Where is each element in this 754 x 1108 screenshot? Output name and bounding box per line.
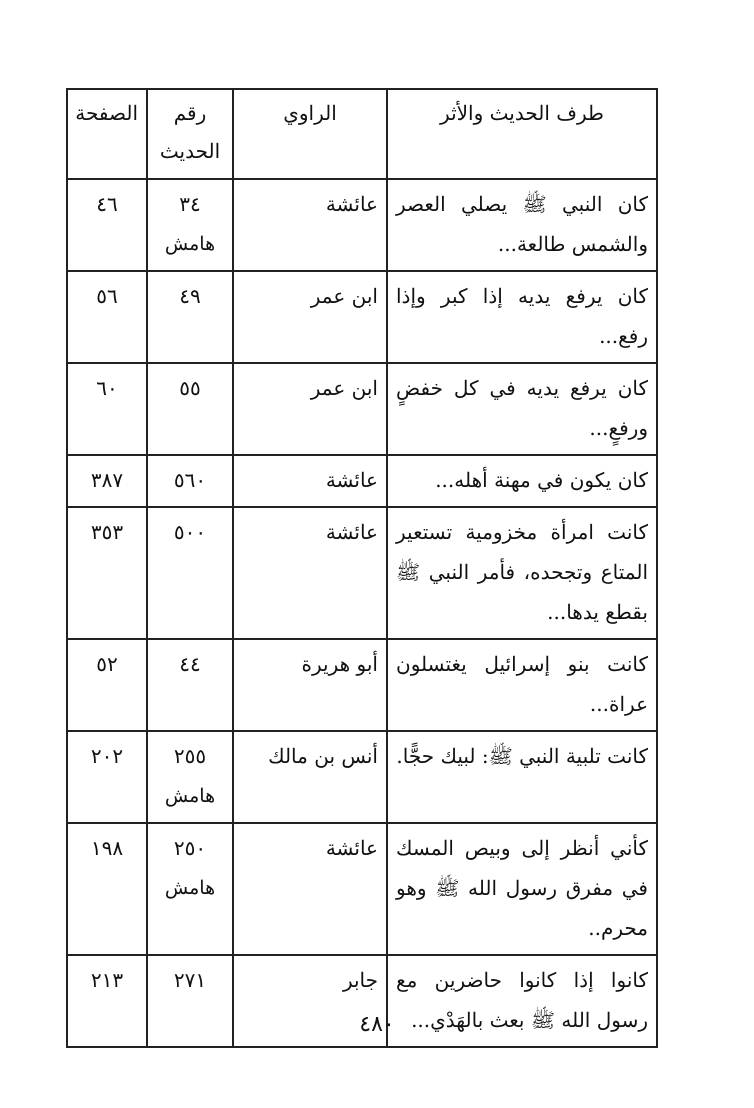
hadith-number-cell <box>147 455 233 507</box>
table-row <box>67 639 657 731</box>
hadith-number: ٤٤ <box>179 652 201 676</box>
table-row <box>67 271 657 363</box>
hadith-number-cell <box>147 507 233 639</box>
hadith-excerpt: كانوا إذا كانوا حاضرين مع رسول الله ﷺ بعث بالهَدْي... <box>387 955 657 1047</box>
hadith-excerpt: كان يرفع يديه إذا كبر وإذا رفع... <box>387 271 657 363</box>
page-reference: ٢٠٢ <box>67 731 147 823</box>
narrator-name: جابر <box>233 955 387 1047</box>
header-page: الصفحة <box>67 89 147 179</box>
hadith-excerpt: كأني أنظر إلى وبيص المسك في مفرق رسول الله ﷺ وهو محرم.. <box>387 823 657 955</box>
page-reference: ٣٨٧ <box>67 455 147 507</box>
footnote-marker: هامش <box>164 233 216 255</box>
hadith-number: ٣٤ <box>179 192 201 216</box>
narrator-name: عائشة <box>233 507 387 639</box>
hadith-number: ٢٥٥ <box>173 744 207 768</box>
narrator-name: ابن عمر <box>233 363 387 455</box>
page-reference: ٢١٣ <box>67 955 147 1047</box>
hadith-number: ٥٦٠ <box>173 468 207 492</box>
narrator-name: عائشة <box>233 179 387 271</box>
page-reference: ١٩٨ <box>67 823 147 955</box>
hadith-excerpt: كان يكون في مهنة أهله... <box>387 455 657 507</box>
hadith-excerpt: كانت امرأة مخزومية تستعير المتاع وتجحده، فأمر النبي ﷺ بقطع يدها... <box>387 507 657 639</box>
hadith-number-cell <box>147 179 233 271</box>
page-number: ٤٨٠ <box>359 1012 395 1037</box>
hadith-index-table <box>66 88 658 1048</box>
narrator-name: ابن عمر <box>233 271 387 363</box>
header-narrator: الراوي <box>233 89 387 179</box>
header-hadith: طرف الحديث والأثر <box>387 89 657 179</box>
narrator-name: أبو هريرة <box>233 639 387 731</box>
table-header-row <box>67 89 657 179</box>
hadith-number: ٤٩ <box>179 284 201 308</box>
table-row <box>67 507 657 639</box>
hadith-number: ٥٥ <box>179 376 201 400</box>
hadith-excerpt: كانت بنو إسرائيل يغتسلون عراة... <box>387 639 657 731</box>
table-row <box>67 731 657 823</box>
table-row <box>67 823 657 955</box>
hadith-number: ٢٧١ <box>173 968 207 992</box>
hadith-number-cell <box>147 271 233 363</box>
footnote-marker: هامش <box>164 877 216 899</box>
hadith-excerpt: كانت تلبية النبي ﷺ: لبيك حجًّا. <box>387 731 657 823</box>
footnote-marker: هامش <box>164 785 216 807</box>
hadith-number: ٥٠٠ <box>173 520 207 544</box>
narrator-name: عائشة <box>233 823 387 955</box>
table-row <box>67 455 657 507</box>
hadith-number-cell <box>147 823 233 955</box>
page-reference: ٥٦ <box>67 271 147 363</box>
hadith-excerpt: كان يرفع يديه في كل خفضٍ ورفعٍ... <box>387 363 657 455</box>
page-reference: ٤٦ <box>67 179 147 271</box>
hadith-number-cell <box>147 363 233 455</box>
header-number: رقم الحديث <box>147 89 233 179</box>
page-reference: ٥٢ <box>67 639 147 731</box>
table-row <box>67 179 657 271</box>
hadith-excerpt: كان النبي ﷺ يصلي العصر والشمس طالعة... <box>387 179 657 271</box>
hadith-number-cell <box>147 731 233 823</box>
table-row <box>67 363 657 455</box>
table-body <box>67 179 657 1047</box>
hadith-number-cell <box>147 639 233 731</box>
hadith-number: ٢٥٠ <box>173 836 207 860</box>
narrator-name: أنس بن مالك <box>233 731 387 823</box>
narrator-name: عائشة <box>233 455 387 507</box>
page-reference: ٣٥٣ <box>67 507 147 639</box>
page-reference: ٦٠ <box>67 363 147 455</box>
